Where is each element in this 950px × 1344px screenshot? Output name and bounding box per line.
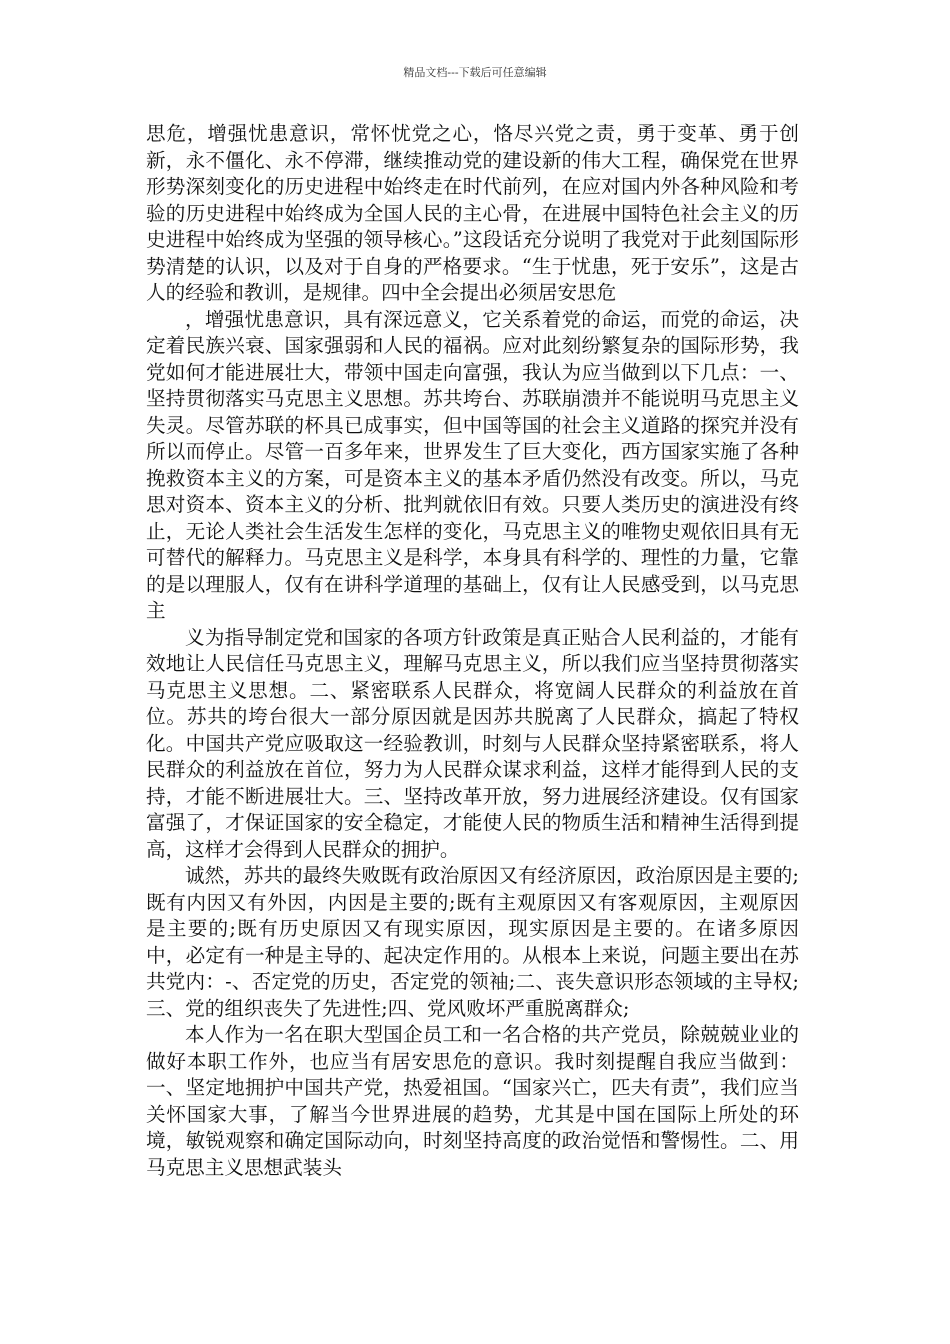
document-body (146, 121, 799, 1181)
paragraph-1: 思危，增强忧患意识，常怀忧党之心，恪尽兴党之责，勇于变革、勇于创新，永不僵化、永不停滞，继续推动党的建设新的伟大工程，确保党在世界形势深刻变化的历史进程中始终走在时代前列，在应对国内外各种风险和考验的历史进程中始终成为全国人民的主心骨，在进展中国特色社会主义的历史进程中始终成为坚强的领导核心。”这段话充分说明了我党对于此刻国际形势清楚的认识，以及对于自身的严格要求。“生于忧患，死于安乐”，这是古人的经验和教训，是规律。四中全会提出必须居安思危 (146, 122, 799, 304)
page-header: 精品文档---下载后可任意编辑 (403, 66, 547, 79)
paragraph-5: 本人作为一名在职大型国企员工和一名合格的共产党员，除兢兢业业的做好本职工作外，也应当有居安思危的意识。我时刻提醒自我应当做到：一、坚定地拥护中国共产党，热爱祖国。“国家兴亡，匹夫有责”，我们应当关怀国家大事，了解当今世界进展的趋势，尤其是中国在国际上所处的环境，敏锐观察和确定国际动向，时刻坚持高度的政治觉悟和警惕性。二、用马克思主义思想武装头 (146, 1023, 799, 1179)
paragraph-3: 义为指导制定党和国家的各项方针政策是真正贴合人民利益的，才能有效地让人民信任马克思主义，理解马克思主义，所以我们应当坚持贯彻落实马克思主义思想。二、紧密联系人民群众，将宽阔人民群众的利益放在首位。苏共的垮台很大一部分原因就是因苏共脱离了人民群众，搞起了特权化。中国共产党应吸取这一经验教训，时刻与人民群众坚持紧密联系，将人民群众的利益放在首位，努力为人民群众谋求利益，这样才能得到人民的支持，才能不断进展壮大。三、坚持改革开放，努力进展经济建设。仅有国家富强了，才保证国家的安全稳定，才能使人民的物质生活和精神生活得到提高，这样才会得到人民群众的拥护。 (146, 625, 799, 861)
paragraph-4: 诚然，苏共的最终失败既有政治原因又有经济原因，政治原因是主要的;既有内因又有外因，内因是主要的;既有主观原因又有客观原因，主观原因是主要的;既有历史原因又有现实原因，现实原因是主要的。在诸多原因中，必定有一种是主导的、起决定作用的。从根本上来说，问题主要出在苏共党内：-、否定党的历史，否定党的领袖;二、丧失意识形态领域的主导权;三、党的组织丧失了先进性;四、党风败坏严重脱离群众; (146, 864, 800, 1020)
paragraph-2: ，增强忧患意识，具有深远意义，它关系着党的命运，而党的命运，决定着民族兴衰、国家强弱和人民的福祸。应对此刻纷繁复杂的国际形势，我党如何才能进展壮大，带领中国走向富强，我认为应当做到以下几点：一、坚持贯彻落实马克思主义思想。苏共垮台、苏联崩溃并不能说明马克思主义失灵。尽管苏联的杯具已成事实，但中国等国的社会主义道路的探究并没有所以而停止。尽管一百多年来，世界发生了巨大变化，西方国家实施了各种挽救资本主义的方案，可是资本主义的基本矛盾仍然没有改变。所以，马克思对资本、资本主义的分析、批判就依旧有效。只要人类历史的演进没有终止，无论人类社会生活发生怎样的变化，马克思主义的唯物史观依旧具有无可替代的解释力。马克思主义是科学，本身具有科学的、理性的力量，它靠的是以理服人，仅有在讲科学道理的基础上，仅有让人民感受到，以马克思主 (146, 307, 799, 622)
